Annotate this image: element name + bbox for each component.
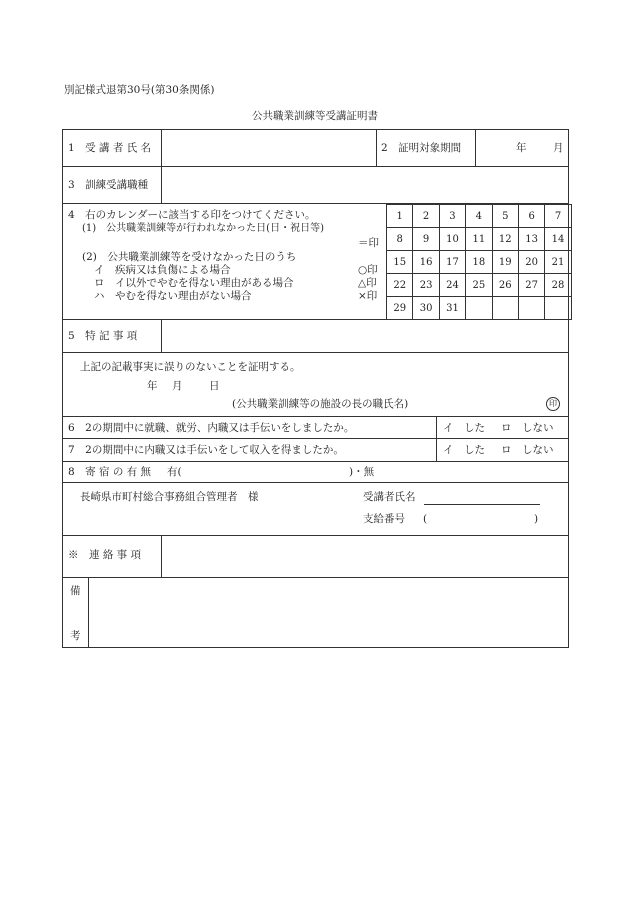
calendar-day-cell[interactable]: 15 — [387, 251, 413, 274]
calendar-grid — [386, 204, 572, 320]
calendar-day-cell[interactable]: 11 — [466, 228, 492, 251]
trainee-name-field[interactable] — [162, 130, 375, 165]
remarks-label-2: 考 — [70, 630, 81, 642]
lodging-open: 有( — [167, 466, 182, 478]
rule-cert-bottom — [62, 416, 569, 417]
calendar-day-cell[interactable]: 30 — [413, 297, 439, 320]
item1-text: (1) 公共職業訓練等が行われなかった日(日・祝日等) — [82, 223, 324, 234]
calendar-day-cell[interactable]: 20 — [518, 251, 544, 274]
occupation-label: 3 訓練受講職種 — [68, 179, 149, 191]
calendar-day-cell[interactable]: 25 — [466, 274, 492, 297]
period-month: 月 — [553, 142, 564, 154]
payment-paren-close: ) — [534, 513, 539, 525]
calendar-day-cell[interactable]: 23 — [413, 274, 439, 297]
special-notes-field[interactable] — [162, 320, 568, 351]
addressee-name: 長崎県市町村総合事務組合管理者 様 — [80, 491, 259, 503]
calendar-day-cell[interactable]: 12 — [492, 228, 518, 251]
rule-row8-bottom — [62, 482, 569, 483]
item1-mark: ＝印 — [358, 237, 379, 249]
calendar-day-cell[interactable]: 17 — [439, 251, 465, 274]
q7-no-option[interactable]: ロ しない — [501, 444, 554, 456]
calendar-row — [387, 297, 572, 320]
calendar-row — [387, 205, 572, 228]
lodging-close: )・無 — [349, 466, 375, 478]
calendar-day-cell[interactable] — [518, 297, 544, 320]
calendar-day-cell[interactable]: 19 — [492, 251, 518, 274]
rule-row5-bottom — [62, 352, 569, 353]
calendar-row — [387, 251, 572, 274]
calendar-day-cell[interactable]: 4 — [466, 205, 492, 228]
q7-yes-option[interactable]: イ した — [443, 444, 485, 456]
calendar-day-cell[interactable]: 27 — [518, 274, 544, 297]
sub-i-mark: ○印 — [358, 264, 378, 276]
calendar-instruction: 4 右のカレンダーに該当する印をつけてください。 — [68, 209, 316, 221]
calendar-row — [387, 274, 572, 297]
rule-row6-bottom — [62, 438, 569, 439]
q6-yes-option[interactable]: イ した — [443, 422, 485, 434]
remarks-field[interactable] — [89, 578, 568, 647]
cert-day: 日 — [209, 380, 220, 392]
form-number: 別記様式退第30号(第30条関係) — [64, 84, 215, 96]
calendar-day-cell[interactable]: 29 — [387, 297, 413, 320]
certification-statement: 上記の記載事実に誤りのないことを証明する。 — [80, 361, 301, 373]
rule-period-left — [376, 129, 377, 166]
payment-number-label: 支給番号 — [363, 513, 405, 525]
calendar-day-cell[interactable] — [545, 297, 571, 320]
trainee-signature-field[interactable] — [424, 489, 540, 504]
sub-ro-mark: △印 — [358, 277, 377, 289]
special-notes-label: 5 特 記 事 項 — [68, 330, 138, 342]
q6-text: 6 2の期間中に就職、就労、内職又は手伝いをしましたか。 — [68, 422, 355, 434]
calendar-day-cell[interactable] — [466, 297, 492, 320]
cert-signer: (公共職業訓練等の施設の長の職氏名) — [232, 398, 409, 410]
trainee-signature-label: 受講者氏名 — [363, 491, 416, 503]
seal-mark: 印 — [546, 397, 560, 411]
calendar-day-cell[interactable]: 7 — [545, 205, 571, 228]
cert-month: 月 — [172, 380, 183, 392]
remarks-label-1: 備 — [70, 585, 81, 597]
occupation-field[interactable] — [162, 167, 568, 202]
trainee-signature-line — [424, 504, 540, 505]
lodging-label: 8 寄 宿 の 有 無 — [68, 466, 152, 478]
payment-number-field[interactable] — [434, 511, 532, 526]
calendar-day-cell[interactable]: 26 — [492, 274, 518, 297]
sub-ro-text: ロ イ以外でやむを得ない理由がある場合 — [94, 277, 294, 289]
calendar-day-cell[interactable]: 24 — [439, 274, 465, 297]
calendar-day-cell[interactable]: 10 — [439, 228, 465, 251]
rule-row7-bottom — [62, 461, 569, 462]
sub-ha-mark: ×印 — [358, 290, 378, 302]
contact-label: ※ 連 絡 事 項 — [68, 549, 142, 561]
calendar-day-cell[interactable]: 6 — [518, 205, 544, 228]
calendar-day-cell[interactable]: 2 — [413, 205, 439, 228]
calendar-day-cell[interactable]: 9 — [413, 228, 439, 251]
q6-no-option[interactable]: ロ しない — [501, 422, 554, 434]
calendar-day-cell[interactable]: 28 — [545, 274, 571, 297]
contact-field[interactable] — [162, 536, 568, 576]
payment-paren-open: ( — [423, 513, 428, 525]
calendar-day-cell[interactable]: 18 — [466, 251, 492, 274]
calendar-day-cell[interactable] — [492, 297, 518, 320]
calendar-day-cell[interactable]: 5 — [492, 205, 518, 228]
calendar-day-cell[interactable]: 14 — [545, 228, 571, 251]
period-label: 2 証明対象期間 — [381, 142, 462, 154]
sub-i-text: イ 疾病又は負傷による場合 — [94, 264, 231, 276]
q7-text: 7 2の期間中に内職又は手伝いをして収入を得ましたか。 — [68, 444, 344, 456]
trainee-name-label: 1 受 講 者 氏 名 — [68, 142, 152, 154]
sub-ha-text: ハ やむを得ない理由がない場合 — [94, 290, 252, 302]
period-year: 年 — [516, 142, 527, 154]
calendar-day-cell[interactable]: 22 — [387, 274, 413, 297]
calendar-day-cell[interactable]: 13 — [518, 228, 544, 251]
calendar-day-cell[interactable]: 1 — [387, 205, 413, 228]
form-title: 公共職業訓練等受講証明書 — [252, 110, 378, 122]
calendar-day-cell[interactable]: 3 — [439, 205, 465, 228]
calendar-day-cell[interactable]: 31 — [439, 297, 465, 320]
lodging-detail-field[interactable] — [185, 464, 345, 480]
item2-text: (2) 公共職業訓練等を受けなかった日のうち — [82, 251, 297, 263]
calendar-day-cell[interactable]: 8 — [387, 228, 413, 251]
calendar-day-cell[interactable]: 16 — [413, 251, 439, 274]
calendar-row — [387, 228, 572, 251]
cert-year: 年 — [147, 380, 158, 392]
rule-answer-divider — [436, 416, 437, 461]
calendar-day-cell[interactable]: 21 — [545, 251, 571, 274]
